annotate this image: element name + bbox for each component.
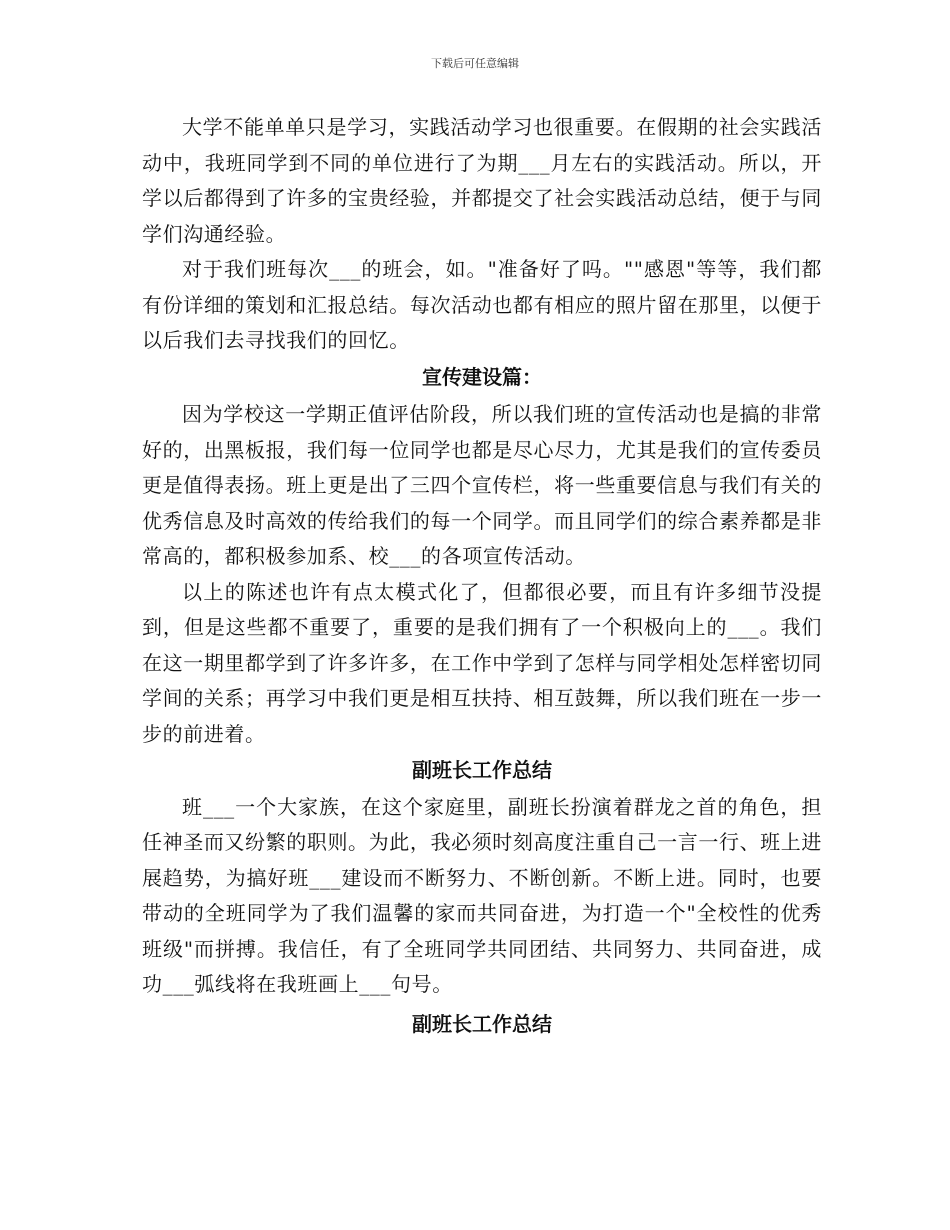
section-heading-publicity: 宣传建设篇： bbox=[422, 364, 542, 389]
paragraph-vice-monitor: 班___一个大家族，在这个家庭里，副班长扮演着群龙之首的角色，担任神圣而又纷繁的职则。为此，我必须时刻高度注重自己一言一行、班上进展趋势，为搞好班___建设而不断努力、不断创新。不断上进。同时，也要带动的全班同学为了我们温馨的家而共同奋进，为打造一个"全校性的优秀班级"而拼搏。我信任，有了全班同学共同团结、共同努力、共同奋进，成功___弧线将在我班画上___句号。 bbox=[142, 794, 822, 996]
page-header: 下载后可任意编辑 bbox=[431, 57, 519, 70]
paragraph-practice: 大学不能单单只是学习，实践活动学习也很重要。在假期的社会实践活动中，我班同学到不同的单位进行了为期___月左右的实践活动。所以，开学以后都得到了许多的宝贵经验，并都提交了社会实践活动总结，便于与同学们沟通经验。 bbox=[142, 115, 822, 246]
section-heading-vice-monitor: 副班长工作总结 bbox=[412, 758, 552, 782]
section-heading-vice-monitor-2: 副班长工作总结 bbox=[412, 1011, 552, 1036]
paragraph-publicity: 因为学校这一学期正值评估阶段，所以我们班的宣传活动也是搞的非常好的，出黑板报，我们每一位同学也都是尽心尽力，尤其是我们的宣传委员更是值得表扬。班上更是出了三四个宣传栏，将一些重要信息与我们有关的优秀信息及时高效的传给我们的每一个同学。而且同学们的综合素养都是非常高的，都积极参加系、校___的各项宣传活动。 bbox=[142, 402, 822, 568]
paragraph-summary: 以上的陈述也许有点太模式化了，但都很必要，而且有许多细节没提到，但是这些都不重要了，重要的是我们拥有了一个积极向上的___。我们在这一期里都学到了许多许多，在工作中学到了怎样与同学相处怎样密切同学间的关系；再学习中我们更是相互扶持、相互鼓舞，所以我们班在一步一步的前进着。 bbox=[142, 579, 822, 746]
document-body bbox=[142, 110, 822, 1042]
paragraph-class-meetings: 对于我们班每次___的班会，如。"准备好了吗。""感恩"等等，我们都有份详细的策划和汇报总结。每次活动也都有相应的照片留在那里，以便于以后我们去寻找我们的回忆。 bbox=[142, 257, 822, 352]
